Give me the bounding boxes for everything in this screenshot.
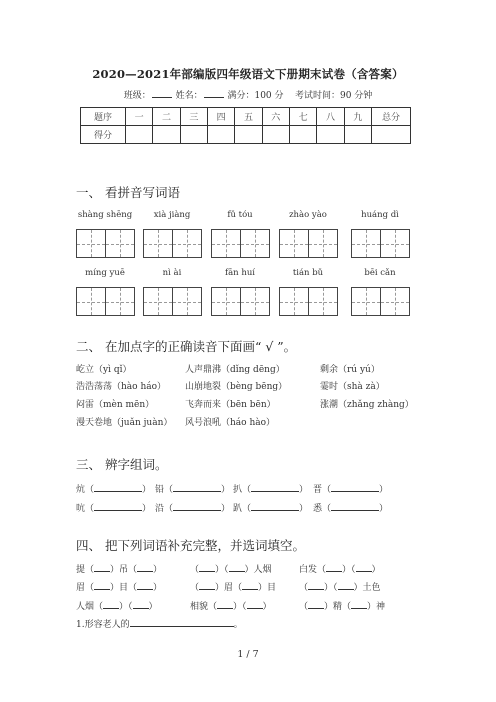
score-header-cell: 总分	[372, 108, 411, 126]
exam-info	[0, 88, 496, 101]
close-paren: ）	[379, 504, 389, 514]
writing-grid[interactable]	[211, 287, 269, 316]
score-cell[interactable]	[262, 126, 289, 144]
class-label: 班级：	[123, 91, 151, 101]
idiom-text: ）精（	[324, 602, 352, 612]
idiom-text: ）	[153, 583, 163, 593]
idiom-text: ）目（	[110, 583, 138, 593]
idiom-blank[interactable]	[137, 580, 153, 590]
idiom-blank[interactable]	[94, 562, 110, 572]
close-paren: ）	[221, 485, 231, 495]
idiom-text: ）（	[233, 602, 247, 612]
idiom-text: （	[299, 602, 309, 612]
char-label: 趴（	[233, 504, 252, 514]
idiom-blank[interactable]	[338, 580, 354, 590]
word-group-item	[313, 501, 388, 514]
grid-cell[interactable]	[105, 287, 135, 316]
writing-grid[interactable]	[279, 287, 337, 316]
pronunciation-item: 人声鼎沸（dǐng dēng）	[185, 365, 285, 375]
fill-idiom	[76, 562, 162, 575]
pinyin-label: tián bǔ	[292, 268, 324, 278]
close-paren: ）	[299, 485, 309, 495]
writing-grid[interactable]	[143, 287, 201, 316]
writing-grid[interactable]	[211, 229, 269, 258]
writing-grid[interactable]	[351, 287, 409, 316]
fill-idiom	[299, 580, 381, 593]
score-header-cell: 二	[153, 108, 180, 126]
pinyin-label: zhào yào	[289, 210, 327, 220]
word-group-item	[233, 501, 308, 514]
answer-blank[interactable]	[94, 501, 142, 511]
name-blank	[204, 89, 224, 98]
idiom-text: ）（	[342, 565, 356, 575]
grid-cell[interactable]	[105, 229, 135, 258]
close-paren: ）	[142, 485, 152, 495]
grid-cell[interactable]	[308, 229, 338, 258]
idiom-text: （	[299, 583, 309, 593]
char-label: 铅（	[155, 485, 174, 495]
fill-idiom	[299, 562, 381, 575]
idiom-blank[interactable]	[133, 599, 149, 609]
grid-cell[interactable]	[172, 287, 202, 316]
grid-cell[interactable]	[240, 229, 270, 258]
close-paren: ）	[299, 504, 309, 514]
section3-heading: 三、 辨字组词。	[76, 457, 168, 472]
score-header-cell: 题序	[81, 108, 126, 126]
score-cell[interactable]	[207, 126, 234, 144]
grid-cell[interactable]	[279, 287, 309, 316]
score-header-row	[81, 108, 411, 126]
char-label: 晋（	[313, 485, 332, 495]
idiom-blank[interactable]	[103, 599, 119, 609]
fill-idiom	[76, 580, 162, 593]
score-cell[interactable]	[372, 126, 411, 144]
score-cell[interactable]	[180, 126, 207, 144]
idiom-blank[interactable]	[137, 562, 153, 572]
idiom-text: ）	[262, 602, 272, 612]
idiom-text: 人烟（	[76, 602, 104, 612]
idiom-text: 相貌（	[190, 602, 218, 612]
idiom-blank[interactable]	[308, 580, 324, 590]
grid-cell[interactable]	[351, 287, 381, 316]
score-header-cell: 一	[126, 108, 153, 126]
close-paren: ）	[379, 485, 389, 495]
score-cell[interactable]	[235, 126, 262, 144]
score-cell[interactable]	[344, 126, 371, 144]
char-label: 炕（	[76, 485, 95, 495]
exam-time: 考试时间：90 分钟	[294, 91, 373, 101]
idiom-blank[interactable]	[94, 580, 110, 590]
question-blank[interactable]	[130, 617, 234, 627]
word-group-item	[155, 482, 230, 495]
section1-heading: 一、 看拼音写词语	[76, 185, 180, 200]
name-label: 姓名：	[175, 91, 203, 101]
fill-idiom	[76, 599, 158, 612]
fill-idiom	[190, 580, 276, 593]
answer-blank[interactable]	[173, 501, 221, 511]
fill-idiom	[299, 599, 385, 612]
pronunciation-item: 霎时（shà zà）	[320, 382, 385, 392]
score-cell[interactable]	[289, 126, 316, 144]
grid-cell[interactable]	[172, 229, 202, 258]
score-table	[80, 107, 411, 144]
word-group-item	[313, 482, 388, 495]
idiom-text: 白发（	[299, 565, 327, 575]
pronunciation-item: 飞奔而来（bēn bēn）	[185, 400, 276, 410]
answer-blank[interactable]	[94, 482, 142, 492]
word-group-item	[155, 501, 230, 514]
answer-blank[interactable]	[251, 501, 299, 511]
score-cell[interactable]	[317, 126, 344, 144]
idiom-blank[interactable]	[326, 562, 342, 572]
idiom-text: ）眉（	[215, 583, 243, 593]
pinyin-label: bēi cǎn	[364, 268, 396, 278]
idiom-text: ）（	[119, 602, 133, 612]
pinyin-label: fān huí	[224, 268, 256, 278]
idiom-text: ）神	[367, 602, 386, 612]
score-header-cell: 五	[235, 108, 262, 126]
idiom-text: ）	[371, 565, 381, 575]
idiom-blank[interactable]	[351, 599, 367, 609]
score-header-cell: 九	[344, 108, 371, 126]
answer-blank[interactable]	[331, 482, 379, 492]
score-header-cell: 四	[207, 108, 234, 126]
pronunciation-item: 涨潮（zhǎng zhàng）	[320, 400, 414, 410]
char-label: 扒（	[233, 485, 252, 495]
score-header-cell: 六	[262, 108, 289, 126]
idiom-text: ）人烟	[244, 565, 272, 575]
answer-blank[interactable]	[173, 482, 221, 492]
fill-idiom	[190, 562, 272, 575]
word-group-item	[76, 482, 151, 495]
page-title: 2020—2021年部编版四年级语文下册期末试卷（含答案）	[92, 67, 404, 81]
section4-heading: 四、 把下列词语补充完整，并选词填空。	[76, 538, 305, 553]
pronunciation-item: 漫天卷地（juǎn juàn）	[76, 418, 173, 428]
idiom-text: ）	[153, 565, 163, 575]
char-label: 沿（	[155, 504, 174, 514]
word-group-item	[76, 501, 151, 514]
fill-idiom	[190, 599, 272, 612]
close-paren: ）	[142, 504, 152, 514]
pronunciation-item: 闷雷（mèn mēn）	[76, 400, 155, 410]
score-header-cell: 七	[289, 108, 316, 126]
idiom-text: ）（	[324, 583, 338, 593]
grid-cell[interactable]	[380, 229, 410, 258]
score-header-cell: 八	[317, 108, 344, 126]
char-label: 吭（	[76, 504, 95, 514]
class-blank	[152, 89, 172, 98]
grid-cell[interactable]	[211, 287, 241, 316]
pronunciation-item: 风号浪吼（háo hào）	[185, 418, 276, 428]
grid-cell[interactable]	[143, 229, 173, 258]
idiom-blank[interactable]	[308, 599, 324, 609]
idiom-text: 提（	[76, 565, 95, 575]
pinyin-label: xià jiàng	[153, 210, 191, 220]
idiom-blank[interactable]	[242, 580, 258, 590]
pinyin-label: fǔ tóu	[227, 210, 253, 220]
writing-grid[interactable]	[279, 229, 337, 258]
grid-cell[interactable]	[76, 229, 106, 258]
pronunciation-item: 浩浩荡荡（hào háo）	[76, 382, 167, 392]
section2-heading: 二、 在加点字的正确读音下面画“ √ ”。	[76, 339, 297, 354]
idiom-text: （	[190, 583, 200, 593]
pinyin-label: nì ài	[162, 268, 182, 278]
grid-cell[interactable]	[143, 287, 173, 316]
idiom-blank[interactable]	[199, 562, 215, 572]
idiom-text: ）吊（	[110, 565, 138, 575]
grid-cell[interactable]	[279, 229, 309, 258]
idiom-text: （	[190, 565, 200, 575]
fill-question	[76, 617, 243, 630]
grid-cell[interactable]	[76, 287, 106, 316]
idiom-blank[interactable]	[356, 562, 372, 572]
full-score: 满分：100 分	[227, 91, 284, 101]
close-paren: ）	[221, 504, 231, 514]
score-header-cell: 三	[180, 108, 207, 126]
idiom-text: ）土色	[353, 583, 381, 593]
pronunciation-item: 屹立（yì qǐ）	[76, 365, 132, 375]
question-text: 1.形容老人的	[76, 620, 130, 630]
writing-grid[interactable]	[76, 287, 134, 316]
pinyin-label: huáng dì	[361, 210, 399, 220]
char-label: 悉（	[313, 504, 332, 514]
answer-blank[interactable]	[331, 501, 379, 511]
pronunciation-item: 剩余（rú yú）	[320, 365, 380, 375]
grid-cell[interactable]	[351, 229, 381, 258]
score-row-label: 得分	[81, 126, 126, 144]
score-value-row	[81, 126, 411, 144]
grid-cell[interactable]	[240, 287, 270, 316]
grid-cell[interactable]	[308, 287, 338, 316]
idiom-text: ）目	[258, 583, 277, 593]
idiom-text: 眉（	[76, 583, 95, 593]
writing-grid[interactable]	[76, 229, 134, 258]
pronunciation-item: 山崩地裂（bèng bēng）	[185, 382, 288, 392]
page-number: 1 / 7	[237, 649, 259, 660]
score-cell[interactable]	[153, 126, 180, 144]
question-end: 。	[233, 620, 243, 630]
grid-cell[interactable]	[211, 229, 241, 258]
idiom-blank[interactable]	[199, 580, 215, 590]
score-cell[interactable]	[126, 126, 153, 144]
pinyin-label: míng yuē	[85, 268, 125, 278]
writing-grid[interactable]	[143, 229, 201, 258]
word-group-item	[233, 482, 308, 495]
answer-blank[interactable]	[251, 482, 299, 492]
idiom-blank[interactable]	[217, 599, 233, 609]
idiom-blank[interactable]	[247, 599, 263, 609]
idiom-text: ）（	[215, 565, 229, 575]
pinyin-label: shàng shēng	[77, 210, 133, 220]
idiom-blank[interactable]	[229, 562, 245, 572]
idiom-text: ）	[148, 602, 158, 612]
grid-cell[interactable]	[380, 287, 410, 316]
writing-grid[interactable]	[351, 229, 409, 258]
